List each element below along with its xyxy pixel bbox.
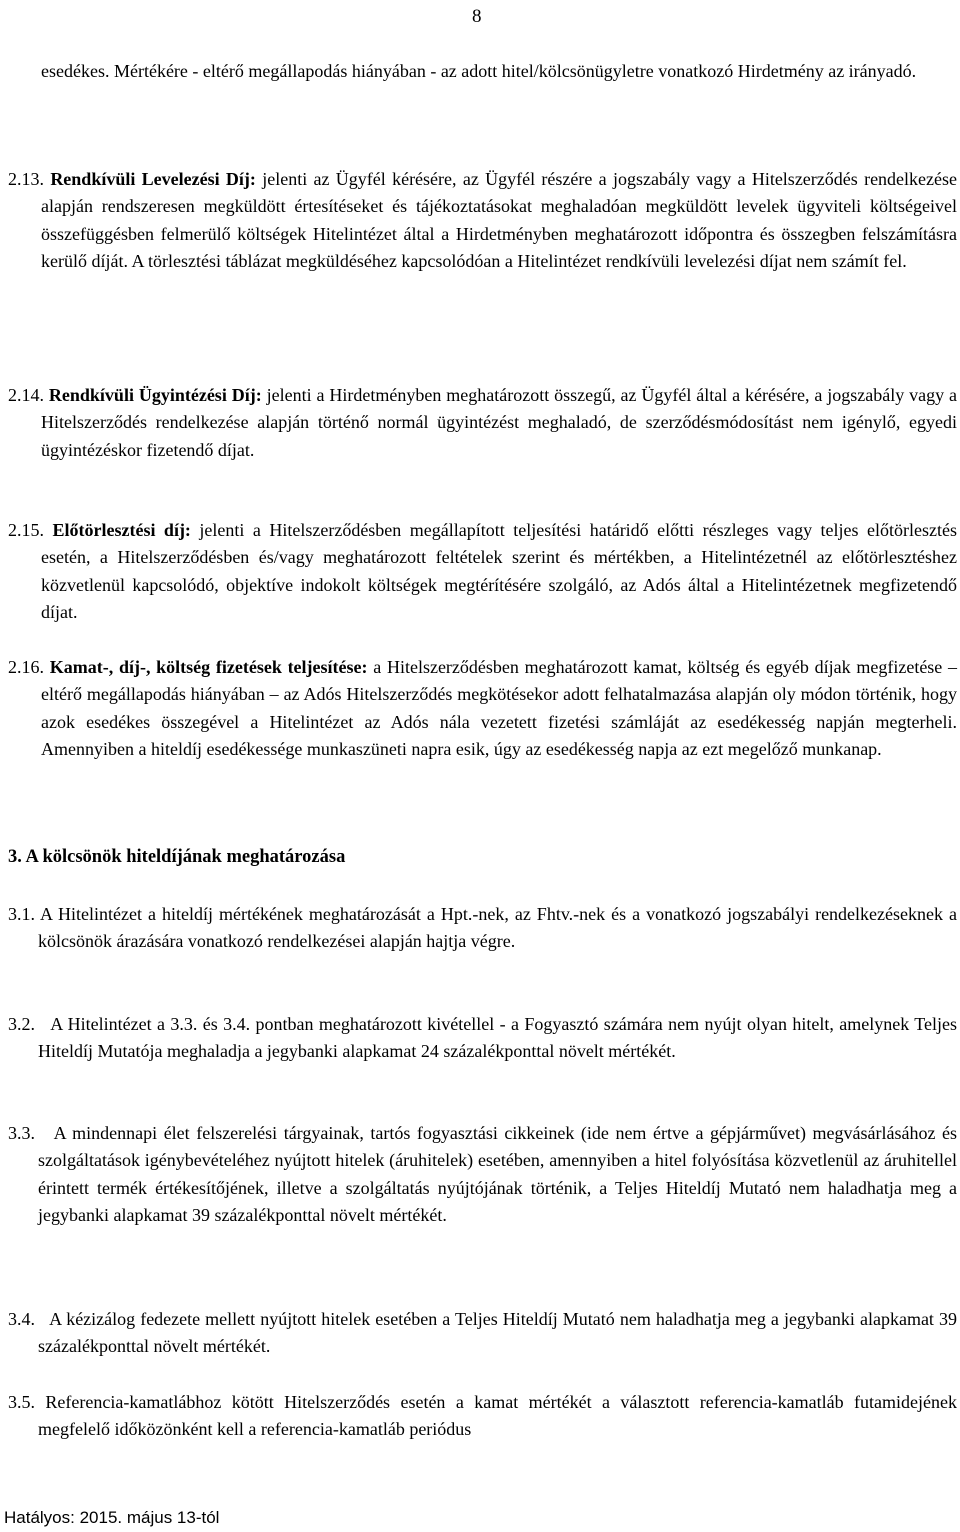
section-text: Referencia-kamatlábhoz kötött Hitelszerződés esetén a kamat mértékét a választott referencia-kamatláb futamidejének megfelelő időközönként kell a referencia-kamatláb periódus xyxy=(38,1392,958,1440)
footer-effective-date: Hatályos: 2015. május 13-tól xyxy=(4,1508,220,1527)
section-2-16 xyxy=(8,654,957,763)
section-term: Előtörlesztési díj: xyxy=(52,520,191,540)
section-number: 2.15. xyxy=(8,520,44,540)
section-text: jelenti a Hirdetményben meghatározott összegű, az Ügyfél által a kérésére, a jogszabály vagy a Hitelszerződés rendelkezése alapján történő normál ügyintézést meghaladó, de szerződésmódosítást nem igénylő, egyedi ügyintézéskor fizetendő díjat. xyxy=(41,385,958,460)
section-text: A Hitelintézet a 3.3. és 3.4. pontban meghatározott kivétellel - a Fogyasztó számára nem nyújt olyan hitelt, amelynek Teljes Hiteldíj Mutatója meghaladja a jegybanki alapkamat 24 százalékponttal növelt mértékét. xyxy=(38,1014,957,1062)
section-3-1 xyxy=(8,901,957,956)
section-number: 2.16. xyxy=(8,657,44,677)
intro-paragraph: esedékes. Mértékére - eltérő megállapodás hiányában - az adott hitel/kölcsönügyletre vonatkozó Hirdetmény az irányadó. xyxy=(41,61,917,81)
page-number: 8 xyxy=(472,6,482,27)
section-3-3 xyxy=(8,1120,957,1229)
section-number: 2.13. xyxy=(8,169,44,189)
section-number: 3.2. xyxy=(8,1014,35,1034)
section-text: jelenti a Hitelszerződésben megállapított teljesítési határidő előtti részleges vagy teljes előtörlesztés esetén, a Hitelszerződésben és/vagy meghatározott feltételek szerint és mértékben, a Hitelintézetnél az előtörlesztéshez közvetlenül kapcsolódó, objektíve indokolt költségek megtérítésére szolgáló, az Adós által a Hitelintézetnek megfizetendő díjat. xyxy=(41,520,957,622)
chapter-3-heading: 3. A kölcsönök hiteldíjának meghatározása xyxy=(8,847,346,867)
section-2-13 xyxy=(8,166,957,275)
section-2-15 xyxy=(8,517,957,626)
section-3-5 xyxy=(8,1389,957,1444)
section-text: jelenti az Ügyfél kérésére, az Ügyfél részére a jogszabály vagy a Hitelszerződés rendelkezése alapján rendszeresen megküldött értesítéseket és tájékoztatásokat meghaladóan megküldött levelek ügyviteli költségeivel összefüggésben felmerülő költségek Hitelintézet által a Hirdetményben meghatározott időpontra és összegben felszámításra kerülő díját. A törlesztési táblázat megküldéséhez kapcsolódóan a Hitelintézet rendkívüli levelezési díjat nem számít fel. xyxy=(41,169,958,271)
section-number: 3.3. xyxy=(8,1123,35,1143)
section-number: 3.5. xyxy=(8,1392,35,1412)
section-term: Rendkívüli Levelezési Díj: xyxy=(50,169,256,189)
section-term: Kamat-, díj-, költség fizetések teljesítése: xyxy=(49,657,368,677)
section-3-2 xyxy=(8,1011,957,1066)
section-text: A Hitelintézet a hiteldíj mértékének meghatározását a Hpt.-nek, az Fhtv.-nek és a vonatkozó jogszabályi rendelkezéseknek a kölcsönök árazására vonatkozó rendelkezései alapján hajtja végre. xyxy=(38,904,957,952)
section-term: Rendkívüli Ügyintézési Díj: xyxy=(48,385,262,405)
section-number: 3.4. xyxy=(8,1309,35,1329)
section-number: 3.1. xyxy=(8,904,35,924)
section-2-14 xyxy=(8,382,957,464)
section-text: A kézizálog fedezete mellett nyújtott hitelek esetében a Teljes Hiteldíj Mutató nem haladhatja meg a jegybanki alapkamat 39 százalékponttal növelt mértékét. xyxy=(38,1309,957,1357)
section-number: 2.14. xyxy=(8,385,44,405)
section-text: a Hitelszerződésben meghatározott kamat, költség és egyéb díjak megfizetése – eltérő megállapodás hiányában – az Adós Hitelszerződés megkötésekor adott felhatalmazása alapján oly módon történik, hogy azok esedékes összegével a Hitelintézet az Adós nála vezetett fizetési számláját az esedékesség napján megterheli. Amennyiben a hiteldíj esedékessége munkaszüneti napra esik, úgy az esedékesség napja az ezt megelőző munkanap. xyxy=(41,657,958,759)
section-3-4 xyxy=(8,1306,957,1361)
section-text: A mindennapi élet felszerelési tárgyainak, tartós fogyasztási cikkeinek (ide nem értve a gépjárművet) megvásárlásához és szolgáltatások igénybevételéhez nyújtott hitelek (áruhitelek) esetében, amennyiben a hitel folyósítása közvetlenül az áruhitellel érintett termék értékesítőjének, illetve a szolgáltatás nyújtójának történik, a Teljes Hiteldíj Mutató nem haladhatja meg a jegybanki alapkamat 39 százalékponttal növelt mértékét. xyxy=(38,1123,957,1225)
